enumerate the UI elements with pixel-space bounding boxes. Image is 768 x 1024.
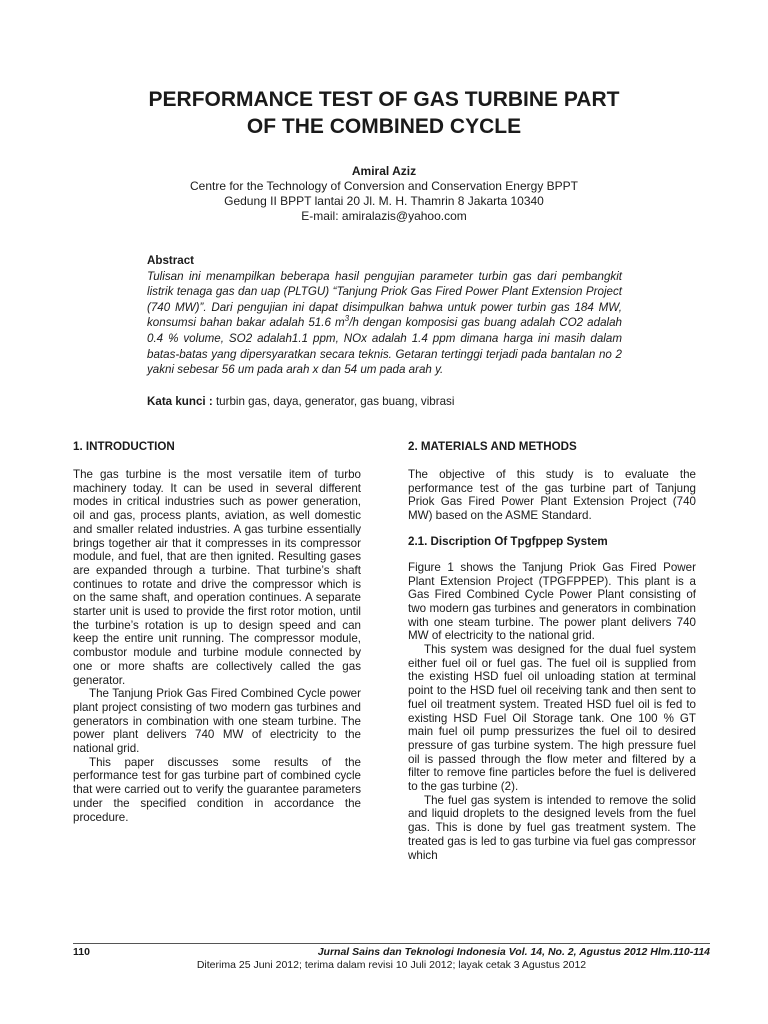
introduction-paragraph-1: The gas turbine is the most versatile item of turbo machinery today. It can be used in several different modes in critical industries such as power generation, oil and gas, process plants, aviation, as well domestic and smaller related industries. A gas turbine essentially brings together air that it compresses in its compressor module, and fuel, that are then ignited. Resulting gases are expanded through a turbine. That turbine’s shaft continues to rotate and drive the compressor which is on the same shaft, and operation continues. A separate starter unit is used to provide the first rotor motion, until the turbine’s rotation is up to design speed and can keep the entire unit running. The compressor module, combustor module and turbine module connected by one or more shafts are collectively called the gas generator. [73,468,361,687]
methods-intro: The objective of this study is to evaluate the performance test of the gas turbine part of Tanjung Priok Gas Fired Power Plant Extension Project (740 MW) based on the ASME Standard. [408,468,696,523]
author-block [60,164,708,224]
introduction-paragraph-3: This paper discusses some results of the performance test for gas turbine part of combined cycle that were carried out to verify the guarantee parameters under the specified condition in accordance the procedure. [73,755,361,824]
keywords-line [147,394,622,409]
author-name: Amiral Aziz [351,164,417,178]
submission-dates: Diterima 25 Juni 2012; terima dalam revisi 10 Juli 2012; layak cetak 3 Agustus 2012 [196,959,587,971]
keywords-label: Kata kunci : [147,395,213,408]
methods-heading: 2. MATERIALS AND METHODS [408,440,577,453]
right-column [408,440,696,862]
author-email: E-mail: amiralazis@yahoo.com [301,209,467,223]
introduction-heading: 1. INTRODUCTION [73,440,175,453]
author-address: Gedung II BPPT lantai 20 Jl. M. H. Thamrin 8 Jakarta 10340 [224,194,544,208]
keywords-text: turbin gas, daya, generator, gas buang, vibrasi [212,395,455,408]
system-subheading: 2.1. Discription Of Tpgfppep System [408,534,608,548]
abstract-text-part-2: /h dengan komposisi gas buang adalah CO2 adalah 0.4 % volume, SO2 adalah1.1 ppm, NOx adalah 1.4 ppm dimana harga ini masih dalam batas-batas yang dipersyaratkan secara teknis. Getaran tertinggi terjadi pada bantalan no 2 yakni sebesar 56 um pada arah x dan 54 um pada arah y. [147,316,622,377]
author-affiliation: Centre for the Technology of Conversion and Conservation Energy BPPT [190,179,578,193]
title-line-2: OF THE COMBINED CYCLE [246,115,522,138]
abstract-heading: Abstract [147,254,195,267]
left-column [73,440,361,824]
footer-divider [73,943,710,944]
abstract-section [147,253,622,378]
abstract-text-part-1: Tulisan ini menampilkan beberapa hasil pengujian parameter turbin gas dari pembangkit listrik tenaga gas dan uap (PLTGU) “Tanjung Priok Gas Fired Power Plant Extension Project (740 MW)”. Dari pengujian ini dapat disimpulkan bahwa untuk power turbin gas 184 MW, konsumsi bahan bakar adalah 51.6 m [147,269,622,330]
introduction-paragraph-2: The Tanjung Priok Gas Fired Combined Cycle power plant project consisting of two modern gas turbines and generators in combination with one steam turbine. The power plant delivers 740 MW of electricity to the national grid. [73,687,361,756]
abstract-text [147,269,622,378]
system-paragraph-2: This system was designed for the dual fuel system either fuel oil or fuel gas. The fuel oil is supplied from the existing HSD fuel oil unloading station at terminal point to the HSD fuel oil receiving tank and then sent to fuel oil treatment system. Treated HSD fuel oil is fed to existing HSD Fuel Oil Storage tank. One 100 % GT main fuel oil pump pressurizes the fuel oil to desired pressure of gas turbine system. The high pressure fuel oil is passed through the flow meter and filtered by a filter to remove fine particles before the fuel is delivered to the gas turbine (2). [408,643,696,794]
paper-title [60,86,708,140]
journal-citation: Jurnal Sains dan Teknologi Indonesia Vol. 14, No. 2, Agustus 2012 Hlm.110-114 [317,946,710,958]
abstract-superscript: 3 [344,314,350,324]
system-paragraph-3: The fuel gas system is intended to remove the solid and liquid droplets to the designed levels from the fuel gas. This is done by fuel gas treatment system. The treated gas is led to gas turbine via fuel gas compressor which [408,793,696,862]
page-number: 110 [73,946,90,958]
system-paragraph-1: Figure 1 shows the Tanjung Priok Gas Fired Power Plant Extension Project (TPGFPPEP). This plant is a Gas Fired Combined Cycle Power Plant consisting of two modern gas turbines and generators in combination with one steam turbine. The power plant delivers 740 MW of electricity to the national grid. [408,560,696,643]
title-line-1: PERFORMANCE TEST OF GAS TURBINE PART [148,88,620,111]
